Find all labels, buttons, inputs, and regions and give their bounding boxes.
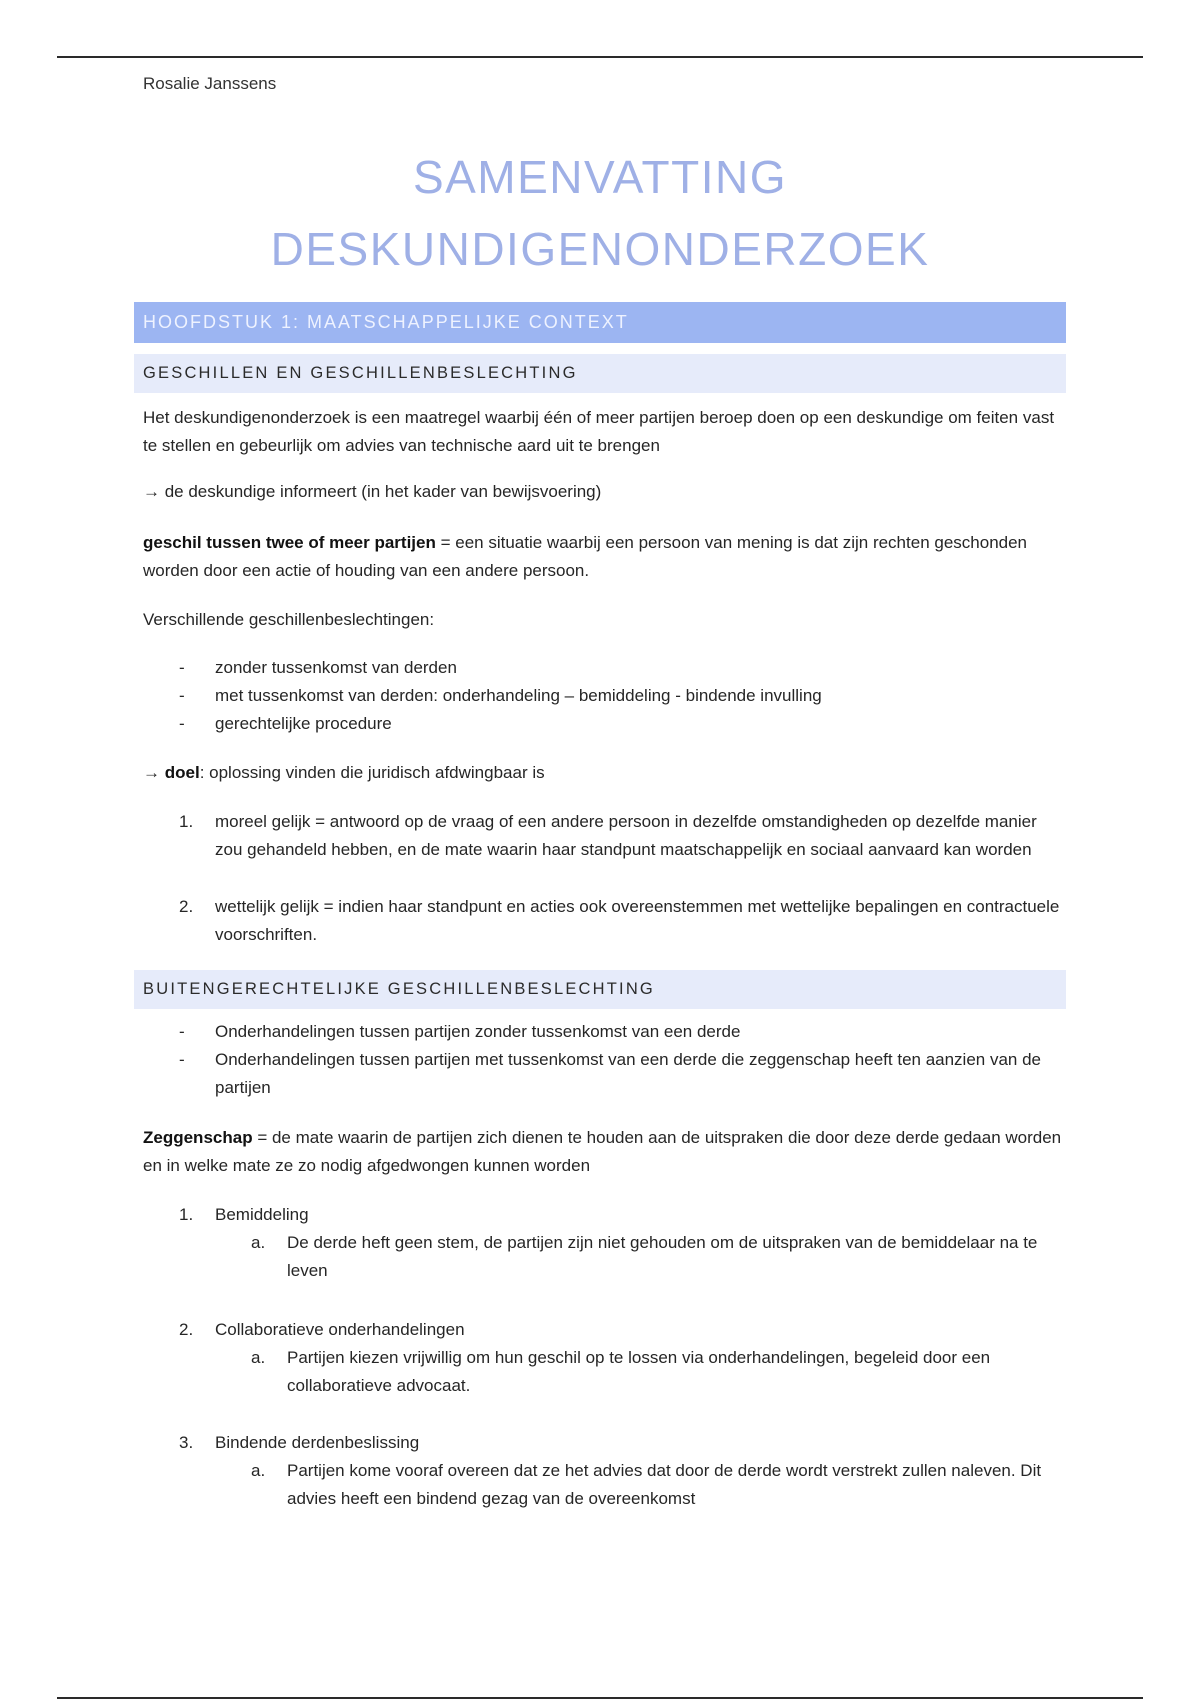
arrow-note: → de deskundige informeert (in het kader van bewijsvoering) xyxy=(143,482,602,501)
item-number: 2. xyxy=(179,1320,194,1339)
goal-text: : oplossing vinden die juridisch afdwingbaar is xyxy=(199,763,545,782)
goal-term: doel xyxy=(164,763,200,782)
definition-text: = de mate waarin de partijen zich dienen te houden aan de uitspraken die door deze derde gedaan worden en in welke mate ze zo nodig afgedwongen kunnen worden xyxy=(143,1128,1062,1175)
sub-item-text: Partijen kiezen vrijwillig om hun geschil op te lossen via onderhandelingen, begeleid door een collaboratieve advocaat. xyxy=(287,1348,991,1395)
item-title: Bemiddeling xyxy=(215,1205,309,1224)
arrow-icon: → xyxy=(143,763,165,782)
definition-term: Zeggenschap xyxy=(143,1128,253,1147)
definition-zeggenschap xyxy=(143,1124,1063,1180)
list-intro: Verschillende geschillenbeslechtingen: xyxy=(143,610,435,629)
chapter-heading: HOOFDSTUK 1: MAATSCHAPPELIJKE CONTEXT xyxy=(134,302,1066,343)
item-number: 1. xyxy=(179,1205,194,1224)
definition-geschil xyxy=(143,529,1063,585)
item-number: 2. xyxy=(179,897,194,916)
footer-rule xyxy=(57,1697,1143,1699)
sub-item-letter: a. xyxy=(251,1348,266,1367)
goal-line xyxy=(143,759,1063,787)
header-rule xyxy=(57,56,1143,58)
definition-term: geschil tussen twee of meer partijen xyxy=(143,533,436,552)
list-item-text: met tussenkomst van derden: onderhandeling – bemiddeling - bindende invulling xyxy=(215,686,822,705)
author-name: Rosalie Janssens xyxy=(143,74,277,93)
list-item-text: gerechtelijke procedure xyxy=(215,714,392,733)
intro-paragraph: Het deskundigenonderzoek is een maatregel waarbij één of meer partijen beroep doen op een deskundige om feiten vast te stellen en gebeurlijk om advies van technische aard uit te brengen xyxy=(143,408,1055,455)
item-title: Collaboratieve onderhandelingen xyxy=(215,1320,465,1339)
document-title-line-1: SAMENVATTING xyxy=(412,151,788,203)
sub-item-text: De derde heft geen stem, de partijen zijn niet gehouden om de uitspraken van de bemiddelaar na te leven xyxy=(287,1233,1038,1280)
definition-text: = een situatie waarbij een persoon van mening is dat zijn rechten geschonden worden door een actie of houding van een andere persoon. xyxy=(143,533,1028,580)
list-item-text: Onderhandelingen tussen partijen zonder tussenkomst van een derde xyxy=(215,1022,741,1041)
sub-item-letter: a. xyxy=(251,1461,266,1480)
item-number: 1. xyxy=(179,812,194,831)
section-heading-buitengerechtelijk: BUITENGERECHTELIJKE GESCHILLENBESLECHTING xyxy=(134,970,1066,1009)
sub-item-text: Partijen kome vooraf overeen dat ze het advies dat door de derde wordt verstrekt zullen naleven. Dit advies heeft een bindend gezag van de overeenkomst xyxy=(287,1461,1042,1508)
section-heading-geschillen: GESCHILLEN EN GESCHILLENBESLECHTING xyxy=(134,354,1066,393)
sub-item-letter: a. xyxy=(251,1233,266,1252)
list-item-text: zonder tussenkomst van derden xyxy=(215,658,457,677)
item-number: 3. xyxy=(179,1433,194,1452)
item-text: wettelijk gelijk = indien haar standpunt en acties ook overeenstemmen met wettelijke bepalingen en contractuele voorschriften. xyxy=(215,897,1060,944)
list-item-text: Onderhandelingen tussen partijen met tussenkomst van een derde die zeggenschap heeft ten aanzien van de partijen xyxy=(215,1050,1042,1097)
item-text: moreel gelijk = antwoord op de vraag of een andere persoon in dezelfde omstandigheden op dezelfde manier zou gehandeld hebben, en de mate waarin haar standpunt maatschappelijk en sociaal aanvaard kan worden xyxy=(215,812,1037,859)
document-title-line-2: DESKUNDIGENONDERZOEK xyxy=(270,223,930,275)
item-title: Bindende derdenbeslissing xyxy=(215,1433,420,1452)
